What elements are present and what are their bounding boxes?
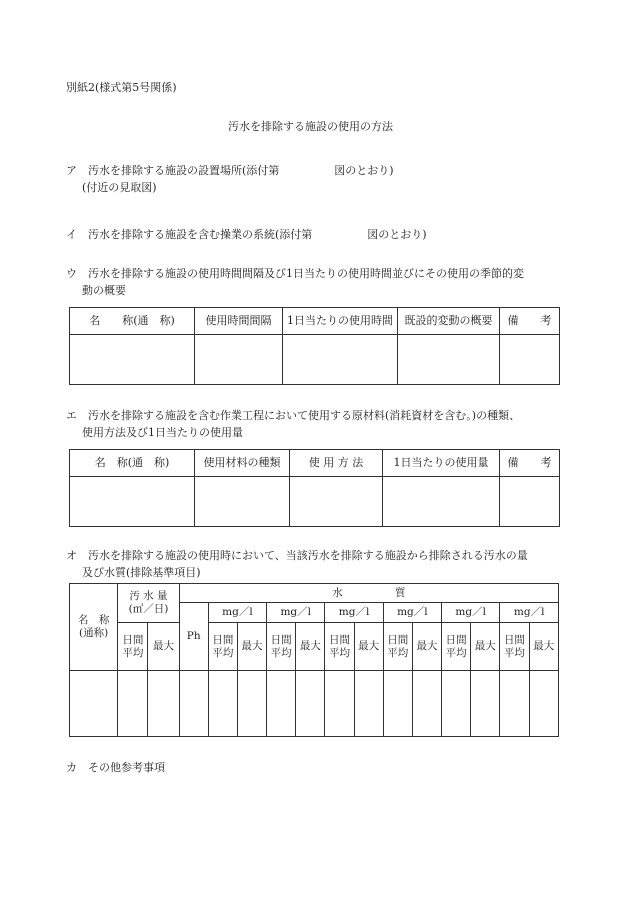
table-o-cell[interactable] bbox=[118, 671, 148, 737]
table-o-cell[interactable] bbox=[148, 671, 179, 737]
table-o-unit: mg／l bbox=[442, 603, 500, 623]
table-o-avg: 日間 平均 bbox=[383, 623, 412, 671]
table-o-unit: mg／l bbox=[208, 603, 266, 623]
table-u-cell[interactable] bbox=[398, 335, 500, 385]
table-o-max: 最大 bbox=[529, 623, 559, 671]
table-o-avg: 日間 平均 bbox=[208, 623, 237, 671]
document-title: 汚水を排除する施設の使用の方法 bbox=[228, 120, 393, 133]
table-e-cell[interactable] bbox=[195, 477, 290, 527]
table-e bbox=[69, 449, 560, 527]
table-e-cell[interactable] bbox=[290, 477, 383, 527]
table-e-header-method: 使 用 方 法 bbox=[290, 450, 383, 477]
table-o-max: 最大 bbox=[412, 623, 441, 671]
table-o-cell[interactable] bbox=[529, 671, 559, 737]
table-o-unit: mg／l bbox=[325, 603, 383, 623]
table-o-cell[interactable] bbox=[70, 671, 118, 737]
table-o-avg: 日間 平均 bbox=[500, 623, 529, 671]
table-u-header-remarks: 備 考 bbox=[500, 308, 560, 335]
table-o-cell[interactable] bbox=[296, 671, 325, 737]
section-e-line1: エ 汚水を排除する施設を含む作業工程において使用する原材料(消耗資材を含む。)の種類、 bbox=[66, 409, 521, 422]
table-u-cell[interactable] bbox=[70, 335, 195, 385]
table-e-cell[interactable] bbox=[500, 477, 560, 527]
table-o-unit: mg／l bbox=[267, 603, 325, 623]
table-o-max: 最大 bbox=[471, 623, 500, 671]
table-o-avg: 日間 平均 bbox=[442, 623, 471, 671]
section-a-line2: (付近の見取図) bbox=[82, 181, 157, 194]
table-u-cell[interactable] bbox=[195, 335, 283, 385]
table-o-avg: 日間 平均 bbox=[325, 623, 354, 671]
table-o bbox=[69, 583, 559, 737]
table-o-max: 最大 bbox=[354, 623, 383, 671]
table-o-header-name: 名 称 (通称) bbox=[70, 584, 118, 671]
section-e-line2: 使用方法及び1日当たりの使用量 bbox=[82, 426, 243, 439]
table-o-header-volume: 汚 水 量 (㎥／日) bbox=[118, 584, 179, 623]
section-ka-line1: カ その他参考事項 bbox=[66, 761, 165, 774]
section-a-line1: ア 汚水を排除する施設の設置場所(添付第 図のとおり) bbox=[66, 164, 394, 177]
section-u-line1: ウ 汚水を排除する施設の使用時間間隔及び1日当たりの使用時間並びにその使用の季節的変 bbox=[66, 267, 524, 280]
table-o-cell[interactable] bbox=[354, 671, 383, 737]
section-i-line1: イ 汚水を排除する施設を含む操業の系統(添付第 図のとおり) bbox=[66, 228, 427, 241]
table-e-header-remarks: 備 考 bbox=[500, 450, 560, 477]
table-o-unit: mg／l bbox=[383, 603, 441, 623]
table-o-cell[interactable] bbox=[208, 671, 237, 737]
table-u-header-daily-time: 1日当たりの使用時間 bbox=[283, 308, 398, 335]
table-o-max: 最大 bbox=[237, 623, 266, 671]
table-u-cell[interactable] bbox=[283, 335, 398, 385]
table-o-unit: mg／l bbox=[500, 603, 559, 623]
table-o-cell[interactable] bbox=[179, 671, 208, 737]
table-o-max: 最大 bbox=[296, 623, 325, 671]
table-u-header-variation: 既設的変動の概要 bbox=[398, 308, 500, 335]
table-o-cell[interactable] bbox=[471, 671, 500, 737]
table-u-header-interval: 使用時間間隔 bbox=[195, 308, 283, 335]
table-o-cell[interactable] bbox=[412, 671, 441, 737]
section-o-line2: 及び水質(排除基準項目) bbox=[82, 566, 201, 579]
table-o-cell[interactable] bbox=[500, 671, 529, 737]
table-o-cell[interactable] bbox=[442, 671, 471, 737]
table-o-header-ph: Ph bbox=[179, 603, 208, 671]
table-o-cell[interactable] bbox=[267, 671, 296, 737]
table-o-cell[interactable] bbox=[237, 671, 266, 737]
table-o-avg: 日間 平均 bbox=[118, 623, 148, 671]
table-e-header-daily-amount: 1日当たりの使用量 bbox=[383, 450, 500, 477]
table-e-header-material: 使用材料の種類 bbox=[195, 450, 290, 477]
table-u-cell[interactable] bbox=[500, 335, 560, 385]
table-e-cell[interactable] bbox=[383, 477, 500, 527]
table-e-cell[interactable] bbox=[70, 477, 195, 527]
table-o-cell[interactable] bbox=[325, 671, 354, 737]
section-o-line1: オ 汚水を排除する施設の使用時において、当該汚水を排除する施設から排除される汚水の量 bbox=[66, 549, 528, 562]
table-o-max: 最大 bbox=[148, 623, 179, 671]
table-o-cell[interactable] bbox=[383, 671, 412, 737]
table-o-avg: 日間 平均 bbox=[267, 623, 296, 671]
section-u-line2: 動の概要 bbox=[82, 284, 126, 297]
table-e-header-name: 名 称(通 称) bbox=[70, 450, 195, 477]
table-u-header-name: 名 称(通 称) bbox=[70, 308, 195, 335]
table-o-header-quality: 水 質 bbox=[179, 584, 558, 603]
form-reference: 別紙2(様式第5号関係) bbox=[66, 81, 177, 94]
table-u bbox=[69, 307, 560, 385]
